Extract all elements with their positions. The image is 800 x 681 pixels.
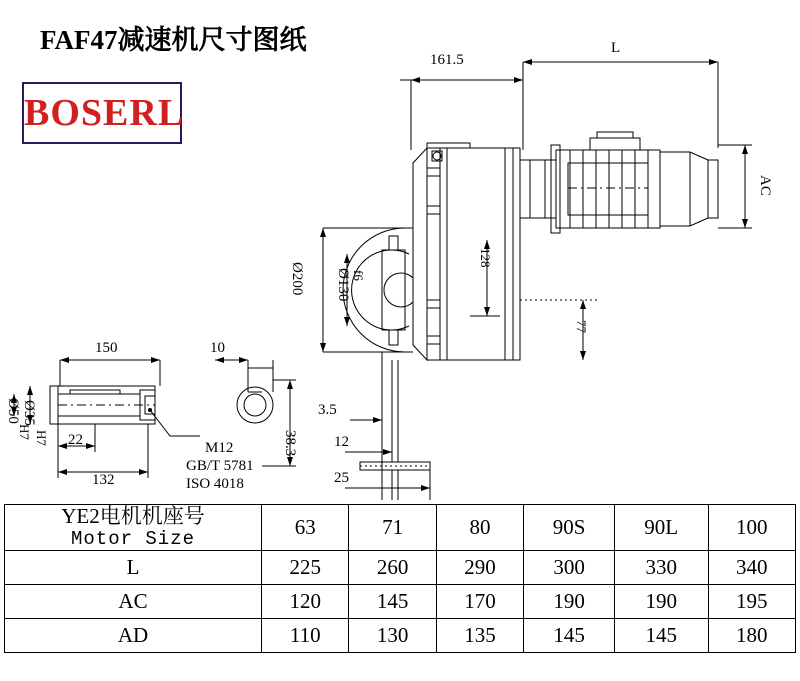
table-cell: 190 bbox=[524, 584, 615, 618]
brand-logo-text: BOSERL bbox=[24, 92, 185, 134]
table-cell: 120 bbox=[262, 584, 349, 618]
row-label-ad: AD bbox=[5, 618, 262, 652]
callout-iso4018: ISO 4018 bbox=[186, 476, 244, 492]
table-cell: 110 bbox=[262, 618, 349, 652]
table-row-l bbox=[5, 550, 796, 584]
table-cell: 180 bbox=[708, 618, 795, 652]
dim-bore-50-tol: H7 bbox=[17, 424, 32, 440]
dim-22: 22 bbox=[68, 432, 83, 448]
table-cell: 340 bbox=[708, 550, 795, 584]
table-cell: 300 bbox=[524, 550, 615, 584]
table-cell: 195 bbox=[708, 584, 795, 618]
row-label-l: L bbox=[5, 550, 262, 584]
row-label-ac: AC bbox=[5, 584, 262, 618]
table-cell: 100 bbox=[708, 505, 795, 551]
dim-L: L bbox=[611, 40, 621, 56]
table-cell: 330 bbox=[614, 550, 708, 584]
dim-25: 25 bbox=[334, 470, 349, 486]
table-cell: 290 bbox=[436, 550, 523, 584]
dim-150: 150 bbox=[95, 340, 118, 356]
table-cell: 63 bbox=[262, 505, 349, 551]
table-cell: 170 bbox=[436, 584, 523, 618]
dim-128: 128 bbox=[478, 248, 493, 268]
dim-132: 132 bbox=[92, 472, 115, 488]
table-cell: 145 bbox=[524, 618, 615, 652]
table-row-ad bbox=[5, 618, 796, 652]
table-row-ac bbox=[5, 584, 796, 618]
spec-table bbox=[4, 504, 796, 653]
dim-flange-outer: Ø200 bbox=[289, 262, 305, 296]
table-cell: 225 bbox=[262, 550, 349, 584]
dim-shaft-35: Ø35 bbox=[21, 400, 37, 426]
dim-AC: AC bbox=[757, 175, 773, 196]
dim-10: 10 bbox=[210, 340, 225, 356]
table-cell: 130 bbox=[349, 618, 436, 652]
dim-flange-bolt-circle-tol: f6 bbox=[351, 270, 366, 281]
table-cell: 190 bbox=[614, 584, 708, 618]
table-cell: 145 bbox=[614, 618, 708, 652]
table-cell: 260 bbox=[349, 550, 436, 584]
callout-m12: M12 bbox=[205, 440, 234, 456]
dim-shaft-35-tol: H7 bbox=[34, 430, 49, 446]
row-label-motor-size-cn: YE2电机机座号 bbox=[61, 504, 205, 528]
table-cell: 71 bbox=[349, 505, 436, 551]
callout-gbt5781: GB/T 5781 bbox=[186, 458, 254, 474]
dim-3-5: 3.5 bbox=[318, 402, 337, 418]
dim-38-3: 38.3 bbox=[282, 430, 298, 457]
page-title: FAF47减速机尺寸图纸 bbox=[40, 25, 307, 55]
table-cell: 145 bbox=[349, 584, 436, 618]
table-row-motor-size bbox=[5, 505, 796, 551]
row-label-motor-size-en: Motor Size bbox=[70, 527, 196, 550]
table-cell: 90S bbox=[524, 505, 615, 551]
row-label-motor-size bbox=[5, 505, 262, 551]
dim-161-5: 161.5 bbox=[430, 52, 464, 68]
table-cell: 135 bbox=[436, 618, 523, 652]
dim-12: 12 bbox=[334, 434, 349, 450]
table-cell: 90L bbox=[614, 505, 708, 551]
table-cell: 80 bbox=[436, 505, 523, 551]
dim-bore-50: Ø50 bbox=[5, 398, 21, 424]
dim-77: 77 bbox=[574, 320, 589, 333]
dim-flange-bolt-circle: Ø130 bbox=[335, 268, 351, 302]
